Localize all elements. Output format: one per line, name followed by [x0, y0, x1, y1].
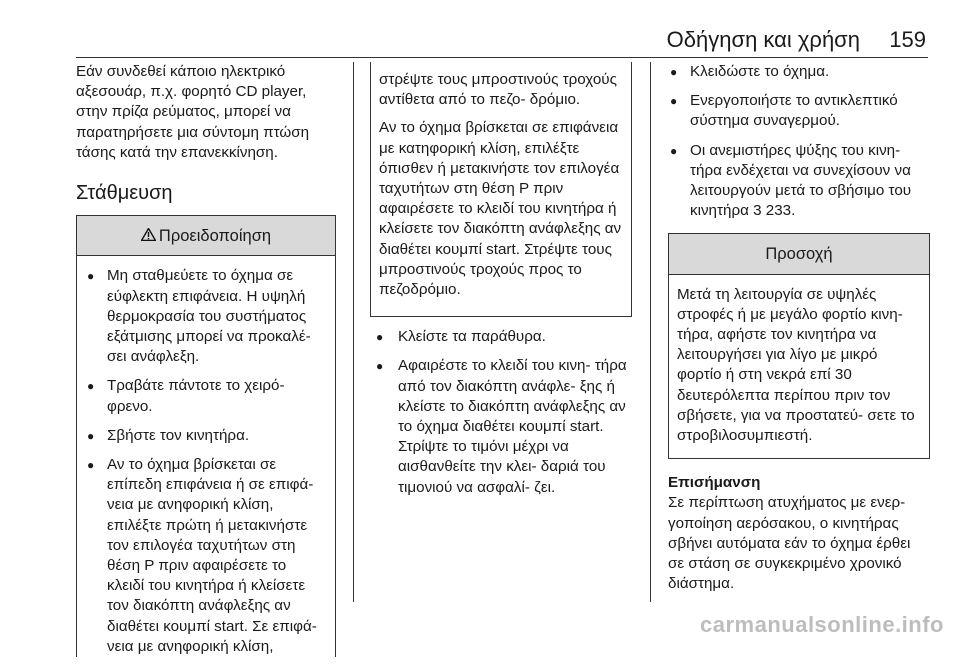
page-number: 159 [889, 27, 926, 52]
warning-list [85, 266, 327, 657]
watermark: carmanualsonline.info [700, 612, 944, 637]
column-divider-1 [353, 62, 354, 602]
warning-triangle-icon [141, 226, 156, 246]
list-item: ● Ενεργοποιήστε το αντικλεπτικό σύστημα συναγερμού. [668, 91, 930, 131]
warning-header [77, 216, 335, 256]
list-item: ● Τραβάτε πάντοτε το χειρό- φρενο. [85, 376, 327, 416]
parking-steps-list [370, 327, 632, 498]
column-2 [370, 62, 632, 507]
warning-box [76, 215, 336, 657]
list-item: ● Αν το όχημα βρίσκεται σε επίπεδη επιφάνεια ή σε επιφά- νεια με ανηφορική κλίση, επιλέξτε πρώτη ή μετακινήστε τον επιλογέα ταχυτήτων στη θέση P πριν αφαιρέσετε το κλειδί του κινητήρα ή κλείσετε τον διακόπτη ανάφλεξης αν διαθέτει κουμπί start. Σε επιφά- νεια με ανηφορική κλίση, [85, 455, 327, 657]
caution-box [668, 233, 930, 459]
caution-header: Προσοχή [669, 234, 929, 274]
list-item: ● Κλείστε τα παράθυρα. [370, 327, 632, 347]
list-item: ● Μη σταθμεύετε το όχημα σε εύφλεκτη επιφάνεια. Η υψηλή θερμοκρασία του συστήματος εξάτμισης μπορεί να προκαλέ- σει ανάφλεξη. [85, 266, 327, 367]
list-item: ● Κλειδώστε το όχημα. [668, 62, 930, 82]
column-3 [668, 62, 930, 602]
warning-continued-text: στρέψτε τους μπροστινούς τροχούς αντίθετα από το πεζο- δρόμιο. [379, 71, 617, 109]
warning-title: Προειδοποίηση [158, 227, 272, 246]
warning-continued-paragraph: Αν το όχημα βρίσκεται σε επιφάνεια με κατηφορική κλίση, επιλέξτε όπισθεν ή μετακινήστε τον επιλογέα ταχυτήτων στη θέση P πριν αφαιρέσετε το κλειδί του κινητήρα ή κλείσετε τον διακόπτη ανάφλεξης αν διαθέτει κουμπί start. Στρέψτε τους μπροστινούς τροχούς προς το πεζοδρόμιο. [379, 119, 622, 299]
warning-box-continued [370, 62, 632, 317]
intro-paragraph: Εάν συνδεθεί κάποιο ηλεκτρικό αξεσουάρ, π.χ. φορητό CD player, στην πρίζα ρεύματος, μπορεί να παρατηρήσετε μια σύντομη πτώση τάσης κατά την επανεκκίνηση. [76, 63, 310, 161]
column-divider-2 [650, 62, 651, 602]
list-item: ● Αφαιρέστε το κλειδί του κινη- τήρα από τον διακόπτη ανάφλε- ξης ή κλείστε το διακόπτη ανάφλεξης αν το όχημα διαθέτει κουμπί start. Στρίψτε το τιμόνι μέχρι να αισθανθείτε την κλει- δαριά του τιμονιού να ασφαλί- ζει. [370, 356, 632, 497]
column-1 [76, 62, 336, 666]
section-heading-parking: Στάθμευση [76, 182, 173, 205]
header-rule [76, 57, 928, 58]
note-title: Επισήμανση [668, 474, 761, 492]
page-header-title: Οδήγηση και χρήση [666, 27, 860, 52]
parking-steps-list-continued [668, 62, 930, 221]
list-item: ● Σβήστε τον κινητήρα. [85, 426, 327, 446]
caution-text: Μετά τη λειτουργία σε υψηλές στροφές ή με μεγάλο φορτίο κινη- τήρα, αφήστε τον κινητήρα να λειτουργήσει για λίγο με μικρό φορτίο ή στη νεκρά επί 30 δευτερόλεπτα περίπου πριν τον σβήσετε, για να προστατεύ- σετε το στροβιλοσυμπιεστή. [677, 285, 915, 445]
list-item: ● Οι ανεμιστήρες ψύξης του κινη- τήρα ενδέχεται να συνεχίσουν να λειτουργούν μετά το σβήσιμο του κινητήρα 3 233. [668, 141, 930, 222]
note-text: Σε περίπτωση ατυχήματος με ενερ- γοποίηση αερόσακου, ο κινητήρας σβήνει αυτόματα εάν το όχημα έρθει σε στάση σε συγκεκριμένο χρονικό διάστημα. [668, 494, 911, 593]
